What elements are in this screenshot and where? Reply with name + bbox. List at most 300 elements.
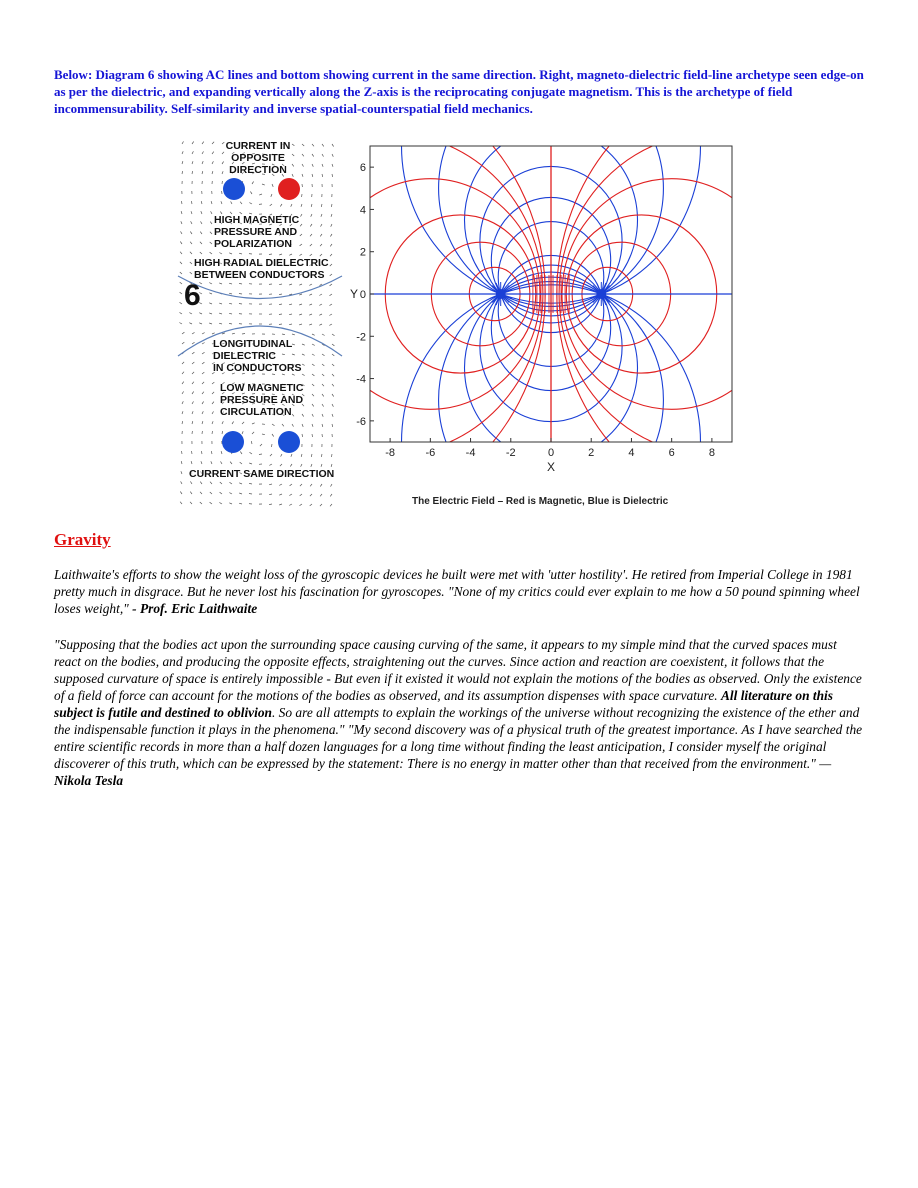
x-axis-label: X — [546, 460, 556, 474]
field-arrow-256 — [180, 302, 183, 304]
field-arrow-318 — [322, 334, 325, 336]
field-arrow-384 — [182, 382, 184, 384]
field-arrow-378 — [282, 374, 285, 375]
field-arrow-416 — [182, 401, 183, 404]
field-arrow-126 — [321, 214, 322, 217]
field-arrow-385 — [192, 382, 194, 384]
field-arrow-106 — [280, 204, 282, 207]
field-arrow-399 — [332, 384, 334, 386]
field-arrow-381 — [312, 374, 314, 376]
field-arrow-566 — [239, 493, 242, 494]
field-arrow-367 — [332, 364, 334, 366]
field-arrow-289 — [189, 323, 192, 324]
field-arrow-186 — [279, 254, 282, 255]
field-arrow-365 — [312, 364, 315, 366]
field-arrow-525 — [311, 464, 312, 467]
field-arrow-453 — [232, 422, 234, 425]
field-arrow-321 — [192, 342, 195, 344]
field-arrow-142 — [321, 224, 323, 227]
field-arrow-62 — [322, 174, 323, 177]
field-arrow-524 — [301, 464, 302, 467]
field-arrow-110 — [321, 204, 322, 207]
field-arrow-253 — [309, 294, 312, 295]
field-arrow-160 — [180, 242, 182, 245]
field-arrow-100 — [221, 201, 222, 204]
field-arrow-414 — [322, 394, 324, 396]
field-arrow-398 — [322, 384, 324, 386]
field-arrow-319 — [332, 334, 335, 336]
field-arrow-582 — [239, 503, 242, 504]
field-arrow-461 — [312, 424, 313, 427]
label-current-opposite: CURRENT IN OPPOSITE DIRECTION — [225, 140, 291, 176]
field-arrow-488 — [260, 444, 262, 446]
field-arrow-557 — [310, 484, 312, 486]
field-arrow-403 — [212, 392, 214, 394]
field-arrow-245 — [229, 293, 232, 294]
field-arrow-185 — [269, 254, 272, 255]
y-tick-label-6: 6 — [359, 162, 366, 175]
vector-field-diagram — [176, 136, 344, 516]
field-arrow-33 — [192, 161, 193, 164]
y-tick-label-4: 2 — [359, 246, 366, 259]
field-arrow-254 — [319, 294, 322, 296]
charge-point-0 — [496, 289, 506, 299]
field-arrow-433 — [192, 411, 193, 414]
field-arrow-419 — [212, 402, 214, 404]
field-arrow-383 — [332, 374, 334, 376]
tesla-bold-statement: All literature on this subject is futile and destined to oblivion — [54, 688, 833, 720]
field-arrow-588 — [300, 504, 303, 506]
tesla-quote-part1: "Supposing that the bodies act upon the surrounding space causing curving of the same, it appears to my simple mind that the curved spaces must react on the bodies, and producing the opposite effects, straightening out the curves. Since action and reaction are coexistent, it follows that the supposed curvature of space is entirely impossible - But even if it existed it would not explain the motions of the bodies as observed. Only the existence of a field of force can account for the motions of the bodies as observed, and its assumption dispenses with space curvature. — [54, 637, 862, 703]
y-axis-label: Y — [350, 287, 359, 301]
field-arrow-181 — [229, 253, 232, 254]
field-arrow-413 — [312, 394, 314, 396]
y-tick-label-1: -4 — [356, 373, 366, 386]
field-arrow-450 — [202, 421, 203, 424]
field-arrow-507 — [291, 454, 292, 457]
field-arrow-71 — [252, 182, 254, 185]
field-arrow-88 — [259, 194, 262, 195]
x-tick-label-8: 8 — [708, 447, 715, 459]
field-arrow-563 — [210, 492, 212, 494]
field-arrow-175 — [330, 244, 332, 246]
field-arrow-252 — [299, 294, 302, 295]
field-arrow-276 — [219, 313, 222, 314]
field-arrow-147 — [210, 232, 212, 234]
field-arrow-579 — [210, 502, 212, 504]
field-arrow-156 — [300, 234, 302, 236]
field-arrow-366 — [322, 364, 324, 366]
field-arrow-140 — [300, 224, 302, 226]
field-arrow-523 — [290, 464, 292, 467]
field-arrow-303 — [329, 324, 332, 325]
tesla-quote-part2: . So are all attempts to explain the workings of the universe without recognizing the existence of the ether and the indispensable function it plays in the phenomena." "My second discovery was of a physical truth of the greatest importance. As I have searched the entire scientific records in more than a half dozen languages for a long time without finding the least anticipation, I consider myself the original discoverer of this truth, which can be expressed by the statement: There is no energy in matter other than that received from the environment." — — [54, 705, 863, 771]
field-arrow-575 — [330, 494, 332, 496]
field-arrow-159 — [330, 234, 332, 237]
field-arrow-368 — [182, 372, 184, 374]
field-arrow-193 — [190, 262, 192, 264]
field-arrow-179 — [210, 252, 212, 254]
field-arrow-89 — [271, 194, 272, 197]
field-arrow-564 — [220, 492, 222, 494]
field-arrow-517 — [230, 462, 232, 464]
field-arrow-224 — [180, 282, 182, 284]
diagram-number: 6 — [184, 279, 201, 312]
field-arrow-163 — [210, 242, 212, 244]
x-tick-label-3: -2 — [505, 447, 516, 459]
field-arrow-291 — [209, 323, 212, 324]
field-arrow-143 — [331, 224, 332, 227]
x-tick-label-0: -8 — [385, 447, 396, 459]
field-arrow-236 — [299, 284, 302, 285]
field-arrow-188 — [300, 254, 303, 256]
y-tick-label-3: 0 — [359, 289, 366, 301]
field-arrow-293 — [229, 323, 232, 324]
y-tick-label-5: 4 — [359, 204, 366, 217]
conductor-right-top — [278, 178, 300, 200]
field-arrow-527 — [331, 464, 332, 467]
field-arrow-470 — [242, 431, 243, 434]
field-arrow-300 — [299, 324, 302, 325]
field-arrow-590 — [320, 504, 322, 506]
field-line-chart — [346, 136, 738, 516]
label-high-magnetic-pressure: HIGH MAGNETIC PRESSURE AND POLARIZATION — [214, 214, 300, 250]
field-arrow-129 — [191, 221, 192, 224]
field-arrow-275 — [209, 313, 212, 314]
field-arrow-308 — [222, 333, 225, 334]
field-arrow-14 — [322, 144, 324, 146]
field-arrow-454 — [242, 422, 244, 424]
field-arrow-262 — [239, 304, 242, 305]
field-arrow-574 — [320, 494, 322, 496]
field-arrow-591 — [330, 504, 332, 506]
field-arrow-255 — [330, 294, 333, 296]
field-arrow-554 — [279, 484, 282, 485]
field-arrow-173 — [310, 244, 312, 246]
field-arrow-571 — [289, 494, 292, 496]
field-arrow-141 — [310, 224, 312, 227]
field-arrow-97 — [191, 201, 192, 204]
field-arrow-284 — [299, 314, 302, 315]
field-arrow-73 — [272, 184, 273, 187]
field-arrow-401 — [192, 392, 194, 395]
field-arrow-498 — [201, 451, 202, 454]
field-arrow-131 — [210, 222, 212, 224]
field-arrow-379 — [292, 374, 295, 375]
field-arrow-526 — [321, 464, 322, 467]
field-arrow-277 — [229, 313, 232, 314]
field-arrow-271 — [330, 304, 333, 306]
field-arrow-432 — [182, 411, 183, 414]
field-arrow-364 — [302, 364, 305, 365]
field-arrow-105 — [270, 204, 272, 206]
field-arrow-513 — [191, 461, 192, 464]
field-arrow-144 — [181, 231, 183, 234]
field-arrow-462 — [322, 424, 323, 427]
field-arrow-528 — [181, 471, 182, 474]
field-arrow-558 — [320, 484, 322, 487]
field-arrow-292 — [219, 323, 222, 324]
field-arrow-449 — [192, 421, 193, 424]
field-arrow-417 — [192, 401, 194, 404]
field-arrow-246 — [239, 294, 242, 295]
field-arrow-506 — [281, 454, 282, 457]
charge-point-1 — [596, 289, 606, 299]
field-arrow-190 — [320, 254, 322, 256]
field-arrow-351 — [332, 354, 334, 356]
field-arrow-124 — [301, 214, 303, 217]
x-tick-label-7: 6 — [668, 447, 675, 459]
conductor-right-bottom — [278, 431, 300, 453]
field-arrow-348 — [302, 354, 305, 355]
field-arrow-472 — [262, 434, 265, 435]
field-arrow-544 — [181, 481, 182, 484]
laithwaite-attribution: - Prof. Eric Laithwaite — [128, 601, 258, 616]
field-arrow-127 — [331, 214, 332, 217]
field-arrow-315 — [292, 334, 295, 335]
field-arrow-521 — [269, 464, 272, 465]
paragraph-laithwaite — [54, 566, 866, 617]
field-arrow-553 — [269, 484, 272, 485]
field-arrow-320 — [182, 342, 184, 344]
field-arrow-457 — [272, 424, 275, 426]
field-arrow-176 — [180, 252, 182, 254]
field-arrow-577 — [190, 502, 192, 504]
field-arrow-16 — [182, 151, 183, 154]
field-arrow-307 — [212, 333, 215, 334]
x-tick-label-6: 4 — [628, 447, 635, 459]
field-arrow-335 — [332, 344, 334, 346]
field-arrow-333 — [312, 344, 315, 345]
field-arrow-268 — [299, 304, 302, 305]
field-arrow-448 — [182, 421, 183, 424]
field-arrow-562 — [200, 492, 202, 494]
field-arrow-0 — [182, 141, 184, 144]
field-arrow-49 — [192, 171, 193, 174]
field-arrow-434 — [202, 411, 203, 414]
field-arrow-17 — [192, 151, 193, 154]
field-arrow-317 — [312, 334, 315, 335]
field-arrow-240 — [180, 292, 182, 294]
field-arrow-573 — [310, 494, 312, 496]
field-arrow-580 — [219, 502, 222, 504]
field-arrow-386 — [202, 382, 204, 384]
x-tick-label-2: -4 — [465, 447, 476, 459]
field-arrow-298 — [279, 324, 282, 325]
field-arrow-451 — [212, 421, 213, 424]
field-arrow-288 — [179, 323, 182, 325]
field-arrow-99 — [211, 201, 212, 204]
field-arrow-467 — [212, 431, 213, 434]
field-arrow-511 — [332, 454, 333, 457]
field-arrow-559 — [331, 484, 333, 487]
tesla-attribution: Nikola Tesla — [54, 773, 124, 788]
field-arrow-250 — [279, 294, 282, 295]
conductor-left-top — [223, 178, 245, 200]
field-arrow-519 — [249, 463, 252, 464]
field-arrow-446 — [322, 414, 323, 417]
field-arrow-545 — [190, 481, 192, 484]
field-arrow-285 — [309, 314, 312, 315]
conductor-left-bottom — [222, 431, 244, 453]
field-arrow-63 — [332, 174, 333, 177]
field-arrow-191 — [330, 254, 332, 256]
field-arrow-266 — [279, 304, 282, 305]
field-arrow-459 — [292, 424, 294, 427]
field-arrow-101 — [231, 201, 232, 204]
field-arrow-125 — [311, 214, 312, 217]
field-arrow-46 — [322, 164, 323, 167]
field-arrow-468 — [222, 431, 223, 434]
field-arrow-555 — [290, 484, 292, 486]
field-arrow-269 — [309, 304, 312, 305]
field-arrow-299 — [289, 324, 292, 325]
field-arrow-102 — [240, 202, 242, 204]
field-arrow-445 — [312, 414, 313, 417]
field-arrow-387 — [212, 382, 214, 384]
label-current-same: CURRENT SAME DIRECTION — [189, 468, 335, 480]
field-arrow-353 — [192, 362, 194, 364]
field-arrow-228 — [219, 283, 222, 284]
field-arrow-182 — [239, 253, 242, 254]
field-arrow-306 — [202, 333, 205, 334]
field-arrow-514 — [201, 461, 202, 464]
field-arrow-460 — [302, 424, 303, 427]
field-arrow-272 — [180, 312, 183, 314]
field-arrow-369 — [192, 372, 194, 374]
field-arrow-304 — [182, 332, 184, 334]
field-arrow-447 — [332, 414, 333, 417]
field-arrow-354 — [202, 362, 204, 364]
field-arrow-551 — [249, 483, 252, 484]
field-arrow-370 — [202, 372, 204, 374]
field-arrow-546 — [200, 482, 202, 484]
field-arrow-487 — [251, 441, 252, 444]
field-arrow-471 — [252, 432, 254, 434]
x-tick-label-1: -6 — [425, 447, 436, 459]
field-arrow-267 — [289, 304, 292, 305]
field-arrow-549 — [230, 482, 233, 484]
section-heading: Gravity — [54, 530, 111, 549]
magnetic-line-11 — [557, 136, 738, 486]
field-arrow-287 — [329, 314, 332, 316]
field-arrow-223 — [330, 274, 332, 276]
field-arrow-512 — [181, 461, 182, 464]
field-arrow-380 — [302, 374, 305, 376]
field-arrow-518 — [240, 462, 242, 464]
field-arrow-505 — [270, 454, 272, 456]
field-arrow-1 — [192, 142, 194, 145]
field-arrow-145 — [190, 232, 192, 235]
field-arrow-499 — [211, 451, 212, 454]
field-arrow-237 — [309, 284, 312, 285]
field-arrow-301 — [309, 324, 312, 325]
field-arrow-578 — [200, 502, 202, 504]
field-arrow-282 — [279, 314, 282, 315]
field-arrow-32 — [182, 161, 183, 164]
field-arrow-500 — [221, 451, 222, 454]
field-arrow-309 — [232, 333, 235, 334]
field-arrow-208 — [180, 272, 182, 274]
field-arrow-569 — [269, 494, 272, 495]
field-arrow-112 — [181, 211, 182, 214]
field-arrow-430 — [322, 404, 324, 407]
field-arrow-96 — [181, 201, 182, 204]
field-arrow-229 — [229, 283, 232, 284]
field-arrow-502 — [240, 452, 242, 455]
field-arrow-290 — [199, 323, 202, 324]
field-arrow-337 — [192, 352, 194, 354]
field-arrow-455 — [252, 423, 255, 424]
field-arrow-230 — [239, 283, 242, 284]
field-arrow-585 — [269, 504, 272, 505]
field-arrow-172 — [300, 244, 302, 246]
field-arrow-128 — [181, 221, 182, 224]
field-arrow-174 — [320, 244, 322, 246]
magnetic-line-4 — [346, 136, 543, 455]
field-arrow-586 — [279, 504, 282, 505]
field-arrow-15 — [332, 144, 334, 147]
field-arrow-177 — [190, 252, 192, 254]
field-arrow-310 — [242, 334, 245, 335]
field-arrow-338 — [202, 352, 205, 354]
field-arrow-497 — [192, 451, 193, 454]
field-arrow-243 — [209, 293, 212, 294]
field-arrow-350 — [322, 354, 325, 356]
field-arrow-560 — [180, 492, 182, 495]
field-arrow-547 — [210, 482, 212, 484]
chart-caption: The Electric Field – Red is Magnetic, Blue is Dielectric — [412, 496, 669, 507]
field-arrow-302 — [319, 324, 322, 325]
field-arrow-209 — [190, 272, 192, 274]
field-arrow-146 — [200, 232, 202, 234]
field-arrow-111 — [331, 204, 332, 207]
field-arrow-550 — [239, 483, 242, 484]
field-arrow-115 — [211, 211, 212, 214]
field-arrow-587 — [289, 504, 292, 505]
field-arrow-576 — [180, 502, 182, 504]
field-arrow-589 — [310, 504, 312, 506]
field-arrow-178 — [200, 252, 202, 254]
field-arrow-377 — [272, 374, 275, 375]
field-arrow-234 — [279, 284, 282, 285]
field-arrow-283 — [289, 314, 292, 315]
field-arrow-508 — [301, 454, 302, 457]
label-longitudinal-dielectric: LONGITUDINAL DIELECTRIC IN CONDUCTORS — [213, 338, 302, 374]
field-arrow-270 — [319, 304, 322, 305]
field-arrow-397 — [312, 384, 314, 386]
figure-caption: Below: Diagram 6 showing AC lines and bottom showing current in the same direction. Right, magneto-dielectric field-line archetype seen edge-on as per the dielectric, and expanding vertically along the Z-axis is the reciprocating conjugate magnetism. This is the archetype of field incommensurability. Self-similarity and inverse spatial-counterspatial field mechanics. — [54, 67, 864, 116]
x-tick-label-5: 2 — [588, 447, 595, 459]
diagram-6 — [176, 136, 344, 516]
field-arrow-504 — [259, 454, 262, 455]
field-arrow-581 — [229, 503, 232, 504]
plot-area — [346, 136, 738, 486]
field-arrow-107 — [291, 204, 292, 207]
field-arrow-556 — [300, 484, 302, 486]
field-arrow-510 — [321, 454, 322, 457]
laithwaite-quote: Laithwaite's efforts to show the weight loss of the gyroscopic devices he built were met with 'utter hostility'. He retired from Imperial College in 1981 pretty much in disgrace. But he never lost his fascination for gyroscopes. "None of my critics could ever explain to me how a 50 pound spinning wheel loses weight," — [54, 567, 860, 616]
field-arrow-207 — [330, 264, 332, 266]
field-arrow-259 — [209, 303, 212, 304]
field-arrow-261 — [229, 303, 232, 304]
field-arrow-108 — [301, 204, 302, 207]
label-low-magnetic-pressure: LOW MAGNETIC PRESSURE AND CIRCULATION — [220, 382, 304, 418]
y-tick-label-0: -6 — [356, 415, 366, 428]
field-arrow-87 — [250, 192, 252, 195]
field-arrow-572 — [300, 494, 302, 496]
field-arrow-452 — [222, 421, 223, 424]
